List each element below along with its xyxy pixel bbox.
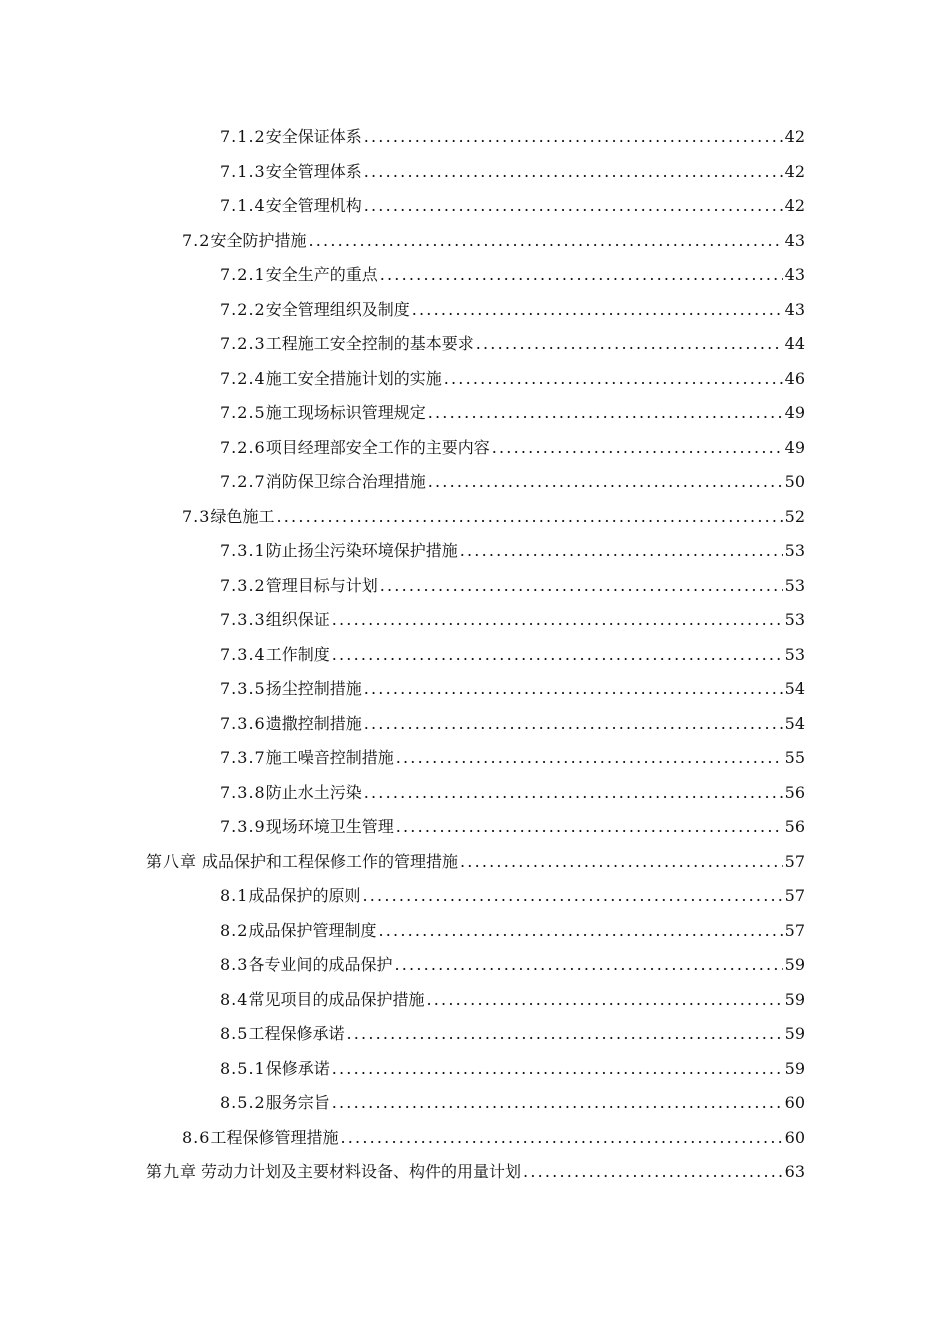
toc-entry-number: 7.2.4 xyxy=(220,368,266,388)
toc-entry-title: 施工现场标识管理规定 xyxy=(265,403,426,423)
toc-entry-number: 7.2.6 xyxy=(220,437,266,457)
toc-entry-number: 7.1.3 xyxy=(220,161,266,181)
toc-dot-leader xyxy=(332,1059,783,1079)
toc-dot-leader xyxy=(428,472,783,492)
table-of-contents xyxy=(0,120,950,1190)
toc-entry-page-number: 59 xyxy=(784,955,805,975)
toc-entry-title: 绿色施工 xyxy=(210,506,275,526)
toc-entry-title: 成品保护和工程保修工作的管理措施 xyxy=(201,851,458,871)
toc-entry-title: 工程保修管理措施 xyxy=(210,1127,339,1147)
toc-entry[interactable] xyxy=(0,707,950,742)
toc-entry-number: 7.2.7 xyxy=(220,472,266,492)
toc-dot-leader xyxy=(428,403,783,423)
toc-entry-title: 各专业间的成品保护 xyxy=(248,955,393,975)
toc-entry-page-number: 57 xyxy=(784,920,805,940)
toc-entry-number: 7.2.3 xyxy=(220,334,266,354)
toc-entry-page-number: 43 xyxy=(784,299,805,319)
toc-entry-title: 防止水土污染 xyxy=(265,782,362,802)
toc-entry[interactable] xyxy=(0,983,950,1018)
toc-entry-number: 8.5.2 xyxy=(220,1093,266,1113)
toc-dot-leader xyxy=(340,1128,782,1148)
toc-entry[interactable] xyxy=(0,1121,950,1156)
toc-entry-title: 工作制度 xyxy=(265,644,330,664)
toc-entry-page-number: 46 xyxy=(784,368,805,388)
toc-entry-number: 8.4 xyxy=(220,989,249,1009)
toc-dot-leader xyxy=(396,817,783,837)
toc-dot-leader xyxy=(380,265,783,285)
toc-entry[interactable] xyxy=(0,672,950,707)
toc-entry-number: 8.1 xyxy=(220,886,249,906)
toc-entry-number: 第九章 xyxy=(146,1162,198,1182)
toc-entry[interactable] xyxy=(0,396,950,431)
toc-entry-page-number: 59 xyxy=(784,1024,805,1044)
toc-entry-title: 劳动力计划及主要材料设备、构件的用量计划 xyxy=(201,1162,522,1182)
toc-entry-page-number: 50 xyxy=(784,472,805,492)
toc-entry[interactable] xyxy=(0,120,950,155)
toc-entry[interactable] xyxy=(0,638,950,673)
toc-entry[interactable] xyxy=(0,224,950,259)
toc-entry[interactable] xyxy=(0,155,950,190)
toc-entry-title: 工程施工安全控制的基本要求 xyxy=(265,334,474,354)
toc-entry-number: 7.2.1 xyxy=(220,265,266,285)
toc-entry-number: 7.3.7 xyxy=(220,748,266,768)
toc-dot-leader xyxy=(378,921,782,941)
toc-dot-leader xyxy=(276,507,782,527)
toc-dot-leader xyxy=(332,1093,783,1113)
toc-entry-title: 现场环境卫生管理 xyxy=(265,817,394,837)
toc-entry[interactable] xyxy=(0,431,950,466)
toc-entry-title: 安全防护措施 xyxy=(210,230,307,250)
toc-entry-page-number: 42 xyxy=(784,196,805,216)
toc-entry[interactable] xyxy=(0,776,950,811)
toc-entry[interactable] xyxy=(0,1155,950,1190)
toc-entry-page-number: 49 xyxy=(784,437,805,457)
toc-entry-page-number: 42 xyxy=(784,127,805,147)
toc-entry-title: 扬尘控制措施 xyxy=(265,679,362,699)
toc-entry[interactable] xyxy=(0,1052,950,1087)
toc-entry[interactable] xyxy=(0,534,950,569)
toc-entry-page-number: 63 xyxy=(784,1162,805,1182)
toc-entry[interactable] xyxy=(0,293,950,328)
toc-entry[interactable] xyxy=(0,603,950,638)
toc-entry[interactable] xyxy=(0,569,950,604)
toc-entry-number: 7.2 xyxy=(182,230,211,250)
toc-entry-title: 服务宗旨 xyxy=(265,1093,330,1113)
toc-entry-page-number: 54 xyxy=(784,713,805,733)
toc-entry[interactable] xyxy=(0,1017,950,1052)
toc-dot-leader xyxy=(308,231,782,251)
toc-dot-leader xyxy=(364,162,783,182)
toc-dot-leader xyxy=(364,679,783,699)
toc-entry-number: 7.3.5 xyxy=(220,679,266,699)
toc-entry-number: 7.3.9 xyxy=(220,817,266,837)
toc-dot-leader xyxy=(364,714,783,734)
toc-entry-title: 安全生产的重点 xyxy=(265,265,378,285)
toc-entry[interactable] xyxy=(0,258,950,293)
toc-dot-leader xyxy=(364,783,783,803)
toc-entry-number: 7.2.5 xyxy=(220,403,266,423)
toc-entry-number: 8.5.1 xyxy=(220,1058,266,1078)
toc-entry-page-number: 59 xyxy=(784,1058,805,1078)
toc-entry-page-number: 56 xyxy=(784,817,805,837)
toc-entry-title: 成品保护的原则 xyxy=(248,886,361,906)
toc-dot-leader xyxy=(332,645,783,665)
toc-entry-title: 安全管理体系 xyxy=(265,161,362,181)
toc-entry-number: 8.2 xyxy=(220,920,249,940)
toc-entry-number: 8.3 xyxy=(220,955,249,975)
toc-dot-leader xyxy=(362,886,782,906)
toc-entry[interactable] xyxy=(0,465,950,500)
toc-entry-title: 常见项目的成品保护措施 xyxy=(248,989,425,1009)
toc-entry-title: 管理目标与计划 xyxy=(265,575,378,595)
toc-entry[interactable] xyxy=(0,1086,950,1121)
toc-entry-title: 安全保证体系 xyxy=(265,127,362,147)
toc-entry[interactable] xyxy=(0,879,950,914)
toc-dot-leader xyxy=(346,1024,782,1044)
toc-dot-leader xyxy=(364,127,783,147)
toc-entry-number: 7.2.2 xyxy=(220,299,266,319)
toc-entry-number: 7.3.8 xyxy=(220,782,266,802)
toc-entry-page-number: 42 xyxy=(784,161,805,181)
toc-dot-leader xyxy=(492,438,783,458)
toc-entry-number: 7.1.4 xyxy=(220,196,266,216)
toc-entry[interactable] xyxy=(0,741,950,776)
toc-entry-number: 7.3.6 xyxy=(220,713,266,733)
toc-entry-page-number: 53 xyxy=(784,541,805,561)
toc-entry-page-number: 56 xyxy=(784,782,805,802)
toc-entry-title: 保修承诺 xyxy=(265,1058,330,1078)
toc-entry-number: 第八章 xyxy=(146,851,198,871)
toc-dot-leader xyxy=(412,300,783,320)
toc-entry-title: 安全管理机构 xyxy=(265,196,362,216)
toc-entry-number: 7.3.3 xyxy=(220,610,266,630)
toc-entry-title: 组织保证 xyxy=(265,610,330,630)
toc-entry-title: 项目经理部安全工作的主要内容 xyxy=(265,437,490,457)
toc-entry-title: 施工噪音控制措施 xyxy=(265,748,394,768)
toc-entry-title: 安全管理组织及制度 xyxy=(265,299,410,319)
toc-entry[interactable] xyxy=(0,500,950,535)
toc-entry-number: 8.5 xyxy=(220,1024,249,1044)
toc-entry-title: 消防保卫综合治理措施 xyxy=(265,472,426,492)
toc-dot-leader xyxy=(394,955,782,975)
toc-entry[interactable] xyxy=(0,810,950,845)
toc-entry[interactable] xyxy=(0,845,950,880)
toc-entry-title: 防止扬尘污染环境保护措施 xyxy=(265,541,458,561)
toc-entry-page-number: 57 xyxy=(784,886,805,906)
toc-dot-leader xyxy=(476,334,783,354)
toc-dot-leader xyxy=(460,541,783,561)
toc-entry[interactable] xyxy=(0,948,950,983)
toc-entry-page-number: 60 xyxy=(784,1127,805,1147)
toc-entry-page-number: 53 xyxy=(784,610,805,630)
toc-entry-number: 7.3.2 xyxy=(220,575,266,595)
toc-entry-number: 7.1.2 xyxy=(220,127,266,147)
toc-entry-page-number: 43 xyxy=(784,230,805,250)
toc-entry[interactable] xyxy=(0,914,950,949)
toc-dot-leader xyxy=(426,990,782,1010)
toc-entry-title: 成品保护管理制度 xyxy=(248,920,377,940)
toc-entry-page-number: 53 xyxy=(784,644,805,664)
toc-entry-title: 工程保修承诺 xyxy=(248,1024,345,1044)
toc-entry-number: 8.6 xyxy=(182,1127,211,1147)
toc-dot-leader xyxy=(332,610,783,630)
toc-entry-title: 施工安全措施计划的实施 xyxy=(265,368,442,388)
toc-dot-leader xyxy=(444,369,783,389)
toc-entry-page-number: 59 xyxy=(784,989,805,1009)
toc-entry-page-number: 54 xyxy=(784,679,805,699)
toc-entry-page-number: 49 xyxy=(784,403,805,423)
toc-dot-leader xyxy=(396,748,783,768)
toc-entry-number: 7.3.4 xyxy=(220,644,266,664)
toc-entry-page-number: 55 xyxy=(784,748,805,768)
toc-dot-leader xyxy=(364,196,783,216)
toc-dot-leader xyxy=(460,852,783,872)
toc-dot-leader xyxy=(523,1162,783,1182)
toc-entry-number: 7.3.1 xyxy=(220,541,266,561)
toc-entry-title: 遗撒控制措施 xyxy=(265,713,362,733)
toc-entry[interactable] xyxy=(0,327,950,362)
toc-entry-number: 7.3 xyxy=(182,506,211,526)
toc-dot-leader xyxy=(380,576,783,596)
toc-entry-page-number: 44 xyxy=(784,334,805,354)
toc-entry[interactable] xyxy=(0,189,950,224)
toc-entry-page-number: 43 xyxy=(784,265,805,285)
toc-entry-page-number: 57 xyxy=(784,851,805,871)
toc-entry-page-number: 60 xyxy=(784,1093,805,1113)
toc-entry[interactable] xyxy=(0,362,950,397)
toc-entry-page-number: 53 xyxy=(784,575,805,595)
toc-entry-page-number: 52 xyxy=(784,506,805,526)
